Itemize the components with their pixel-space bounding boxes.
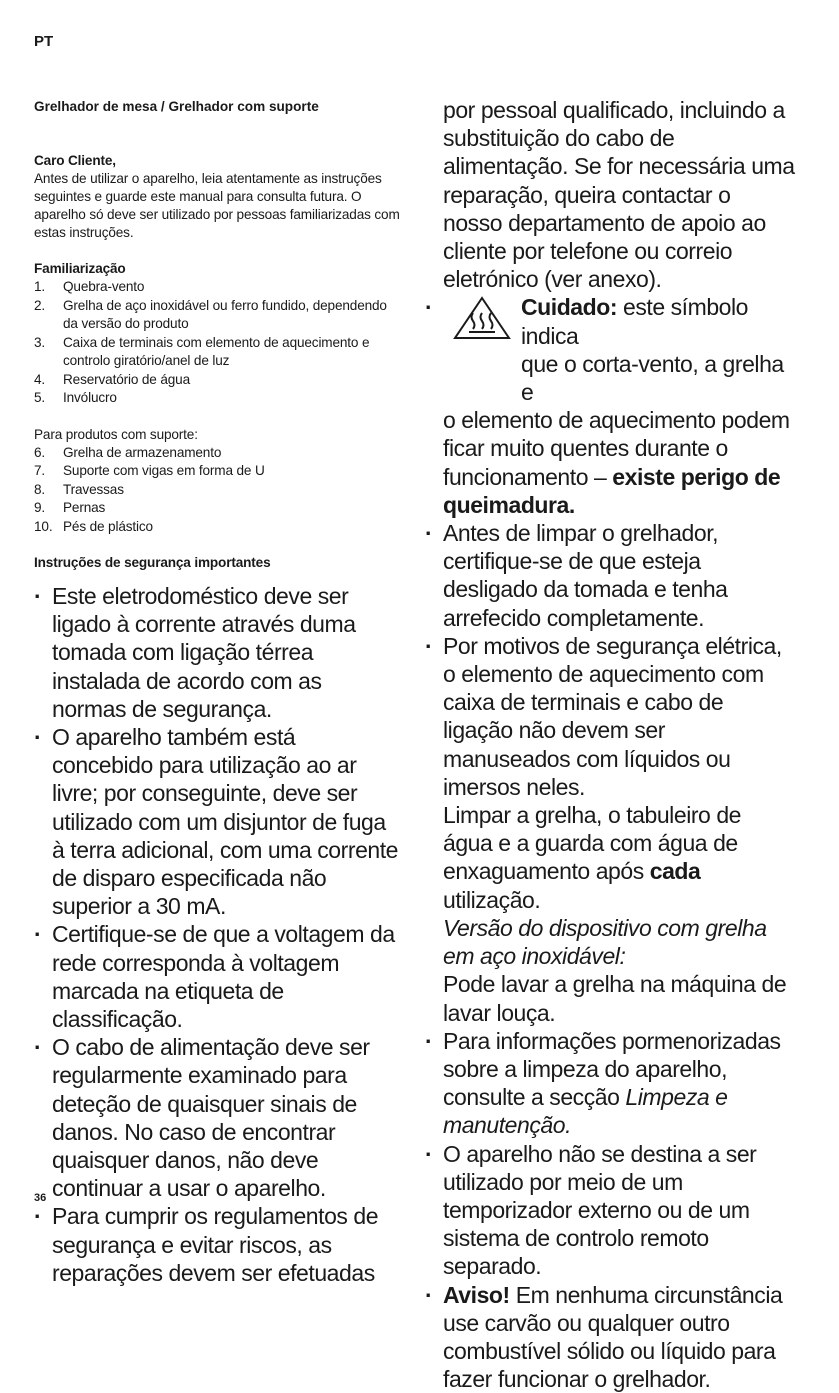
safety-bullets-continued: [425, 293, 795, 1393]
caution-item: [425, 293, 795, 519]
list-item: 2. Grelha de aço inoxidável ou ferro fundido, dependendo da versão do produto: [34, 297, 387, 331]
list-item: · Para cumprir os regulamentos de segurança e evitar riscos, as reparações devem ser efetuadas: [34, 1202, 400, 1287]
steel-version-note: Versão do dispositivo com grelha em aço inoxidável:: [443, 914, 767, 970]
list-item: 4. Reservatório de água: [34, 371, 190, 387]
dishwasher-note: Pode lavar a grelha na máquina de lavar louça.: [443, 971, 787, 1026]
stand-intro: Para produtos com suporte:: [34, 426, 198, 442]
familiarization-heading: Familiarização: [34, 261, 126, 276]
list-item: 1. Quebra-vento: [34, 279, 145, 294]
left-column: [34, 98, 400, 1287]
list-item: 7. Suporte com vigas em forma de U: [34, 463, 265, 478]
page-number: 36: [34, 1192, 47, 1204]
list-item: · Certifique-se de que a voltagem da rede corresponda à voltagem marcada na etiqueta de classificação.: [34, 920, 400, 1033]
list-item: 10. Pés de plástico: [34, 518, 153, 534]
parts-list: [34, 278, 400, 408]
intro-paragraph: Antes de utilizar o aparelho, leia atentamente as instruções seguintes e guarde este manual para consulta futura. O aparelho só deve ser utilizado por pessoas familiarizadas com estas instruções.: [34, 171, 400, 240]
warning-item: · Aviso! Em nenhuma circunstância use carvão ou qualquer outro combustível sólido ou líquido para fazer funcionar o grelhador.: [425, 1281, 795, 1393]
repair-continuation: por pessoal qualificado, incluindo a substituição do cabo de alimentação. Se for necessária uma reparação, queira contactar o nosso departamento de apoio ao cliente por telefone ou correio eletrónico (ver anexo).: [443, 97, 795, 293]
warning-label: Aviso!: [443, 1281, 510, 1308]
list-item: [425, 632, 795, 1027]
list-item: · Este eletrodoméstico deve ser ligado à corrente através duma tomada com ligação térrea instalada de acordo com as normas de segurança.: [34, 582, 400, 723]
caution-first-lines: · Cuidado: este símbolo indica que o corta-vento, a grelha e: [521, 294, 784, 406]
hot-surface-warning-icon: [451, 295, 513, 341]
caution-label: Cuidado:: [521, 294, 618, 321]
safety-heading: Instruções de segurança importantes: [34, 555, 271, 570]
list-item: · O cabo de alimentação deve ser regularmente examinado para deteção de quaisquer sinais de danos. No caso de encontrar quaisquer danos, não deve continuar a usar o aparelho.: [34, 1033, 400, 1202]
list-item: · Para informações pormenorizadas sobre a limpeza do aparelho, consulte a secção Limpeza e manutenção.: [425, 1027, 795, 1140]
list-item: · O aparelho também está concebido para utilização ao ar livre; por conseguinte, deve ser utilizado com um disjuntor de fuga à terra adicional, com uma corrente de disparo especificada não superior a 30 mA.: [34, 723, 400, 920]
list-item: 3. Caixa de terminais com elemento de aquecimento e controlo giratório/anel de luz: [34, 334, 370, 368]
right-column: [425, 96, 795, 1393]
safety-bullets: [34, 582, 400, 1287]
caution-header: [443, 293, 795, 406]
caution-text: o elemento de aquecimento podem ficar muito quentes durante o funcionamento –: [443, 407, 790, 490]
clean-after-use-text: Limpar a grelha, o tabuleiro de água e a guarda com água de enxaguamento após cada utilização.: [443, 802, 742, 913]
list-item: 5. Invólucro: [34, 390, 117, 405]
list-item: 9. Pernas: [34, 500, 106, 515]
stand-parts-list: [34, 444, 400, 537]
list-item: · O aparelho não se destina a ser utilizado por meio de um temporizador externo ou de um sistema de controlo remoto separado.: [425, 1140, 795, 1281]
burn-danger: existe perigo de queimadura.: [443, 463, 781, 518]
list-item: 6. Grelha de armazenamento: [34, 444, 222, 460]
greeting: Caro Cliente,: [34, 153, 116, 168]
list-item: · Antes de limpar o grelhador, certifique-se de que esteja desligado da tomada e tenha arrefecido completamente.: [425, 519, 795, 632]
electric-safety-text: · Por motivos de segurança elétrica, o elemento de aquecimento com caixa de terminais e cabo de ligação não devem ser manuseados com líquidos ou imersos neles.: [443, 632, 782, 800]
list-item: 8. Travessas: [34, 481, 124, 497]
manual-title: Grelhador de mesa / Grelhador com suporte: [34, 99, 319, 114]
language-code: PT: [34, 33, 54, 50]
